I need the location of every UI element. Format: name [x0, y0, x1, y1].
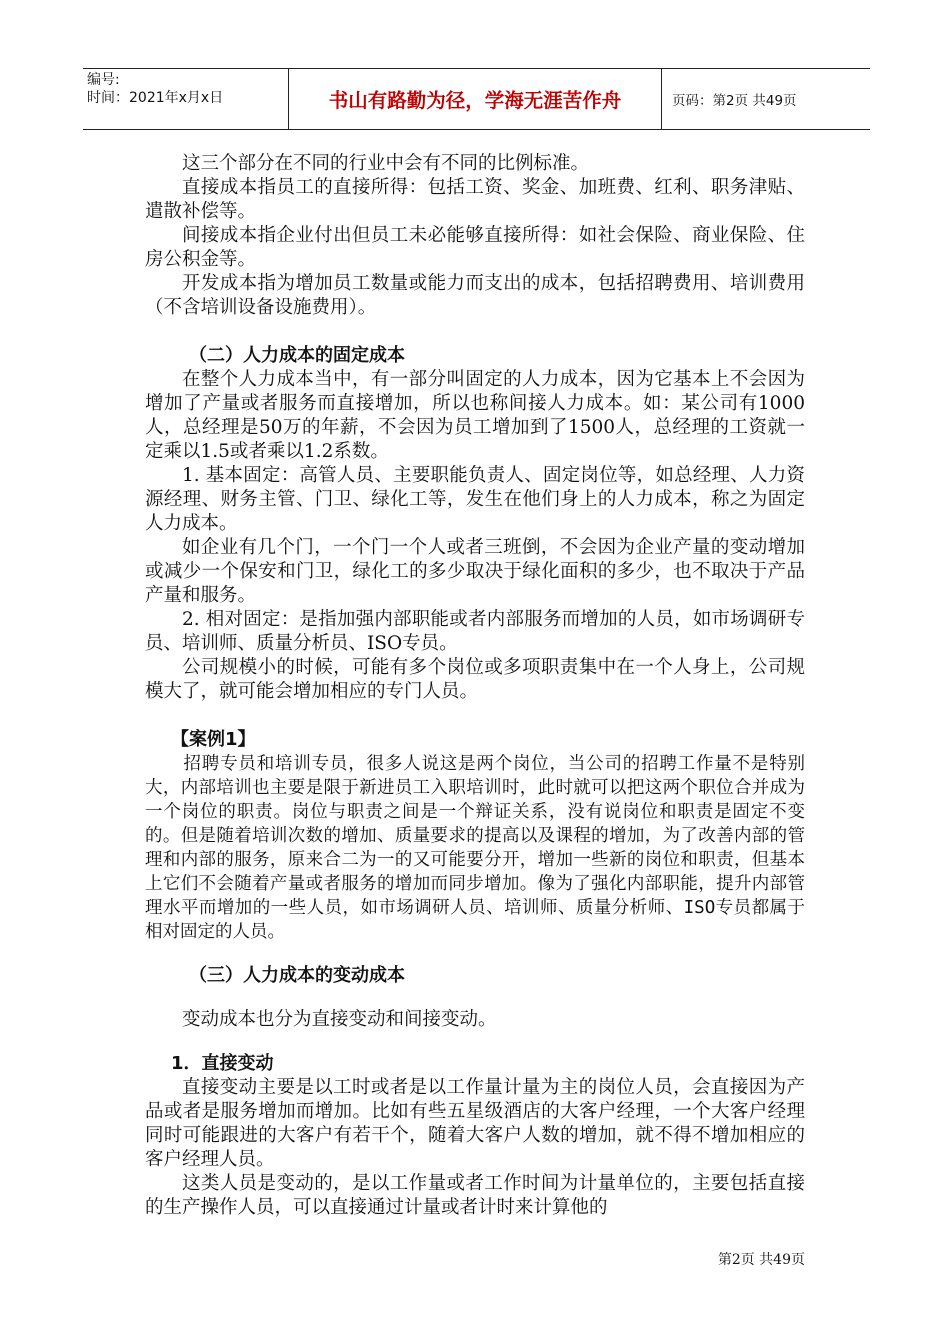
paragraph: 如企业有几个门，一个门一个人或者三班倒，不会因为企业产量的变动增加或减少一个保安和门卫，绿化工的多少取决于绿化面积的多少，也不取决于产品产量和服务。: [145, 537, 805, 606]
paragraph: 变动成本也分为直接变动和间接变动。: [182, 1009, 497, 1030]
paragraph: 间接成本指企业付出但员工未必能够直接所得：如社会保险、商业保险、住房公积金等。: [145, 225, 805, 270]
paragraph: 开发成本指为增加员工数量或能力而支出的成本，包括招聘费用、培训费用（不含培训设备设施费用）。: [145, 273, 805, 318]
paragraph: 这类人员是变动的，是以工作量或者工作时间为计量单位的，主要包括直接的生产操作人员，可以直接通过计量或者计时来计算他的: [145, 1173, 805, 1218]
paragraph: 直接成本指员工的直接所得：包括工资、奖金、加班费、红利、职务津贴、遣散补偿等。: [145, 177, 805, 222]
document-body: [145, 152, 805, 1220]
header-motto: 书山有路勤为径，学海无涯苦作舟: [289, 69, 662, 129]
header-page-number: 页码：第2页 共49页: [672, 93, 797, 109]
paragraph: 直接变动主要是以工时或者是以工作量计量为主的岗位人员，会直接因为产品或者是服务增加而增加。比如有些五星级酒店的大客户经理，一个大客户经理同时可能跟进的大客户有若干个，随着大客户人数的增加，就不得不增加相应的客户经理人员。: [145, 1077, 805, 1170]
page-header: [83, 68, 870, 130]
time-label: 时间：2021年x月x日: [87, 90, 224, 106]
paragraph: 在整个人力成本当中，有一部分叫固定的人力成本，因为它基本上不会因为增加了产量或者服务而直接增加，所以也称间接人力成本。如：某公司有1000人，总经理是50万的年薪，不会因为员工增加到了1500人，总经理的工资就一定乘以1.5或者乘以1.2系数。: [145, 369, 805, 462]
case-label: 【案例1】: [171, 729, 256, 750]
section-heading-variable-cost: （三）人力成本的变动成本: [189, 965, 405, 986]
paragraph: 2. 相对固定：是指加强内部职能或者内部服务而增加的人员，如市场调研专员、培训师、质量分析员、ISO专员。: [145, 609, 805, 654]
paragraph: 公司规模小的时候，可能有多个岗位或多项职责集中在一个人身上，公司规模大了，就可能会增加相应的专门人员。: [145, 657, 805, 702]
subsection-heading-direct: 1．直接变动: [171, 1053, 274, 1074]
paragraph: 1. 基本固定：高管人员、主要职能负责人、固定岗位等，如总经理、人力资源经理、财务主管、门卫、绿化工等，发生在他们身上的人力成本，称之为固定人力成本。: [145, 465, 805, 534]
section-heading-fixed-cost: （二）人力成本的固定成本: [189, 345, 405, 366]
case-text: 招聘专员和培训专员，很多人说这是两个岗位，当公司的招聘工作量不是特别大，内部培训也主要是限于新进员工入职培训时，此时就可以把这两个职位合并成为一个岗位的职责。岗位与职责之间是一个辩证关系，没有说岗位和职责是固定不变的。但是随着培训次数的增加、质量要求的提高以及课程的增加，为了改善内部的管理和内部的服务，原来合二为一的又可能要分开，增加一些新的岗位和职责，但基本上它们不会随着产量或者服务的增加而同步增加。像为了强化内部职能，提升内部管理水平而增加的一些人员，如市场调研人员、培训师、质量分析师、ISO专员都属于相对固定的人员。: [145, 754, 805, 942]
number-label: 编号:: [87, 72, 120, 88]
header-meta: [83, 69, 289, 129]
page-footer: 第2页 共49页: [717, 1252, 805, 1268]
paragraph: 这三个部分在不同的行业中会有不同的比例标准。: [182, 153, 590, 174]
